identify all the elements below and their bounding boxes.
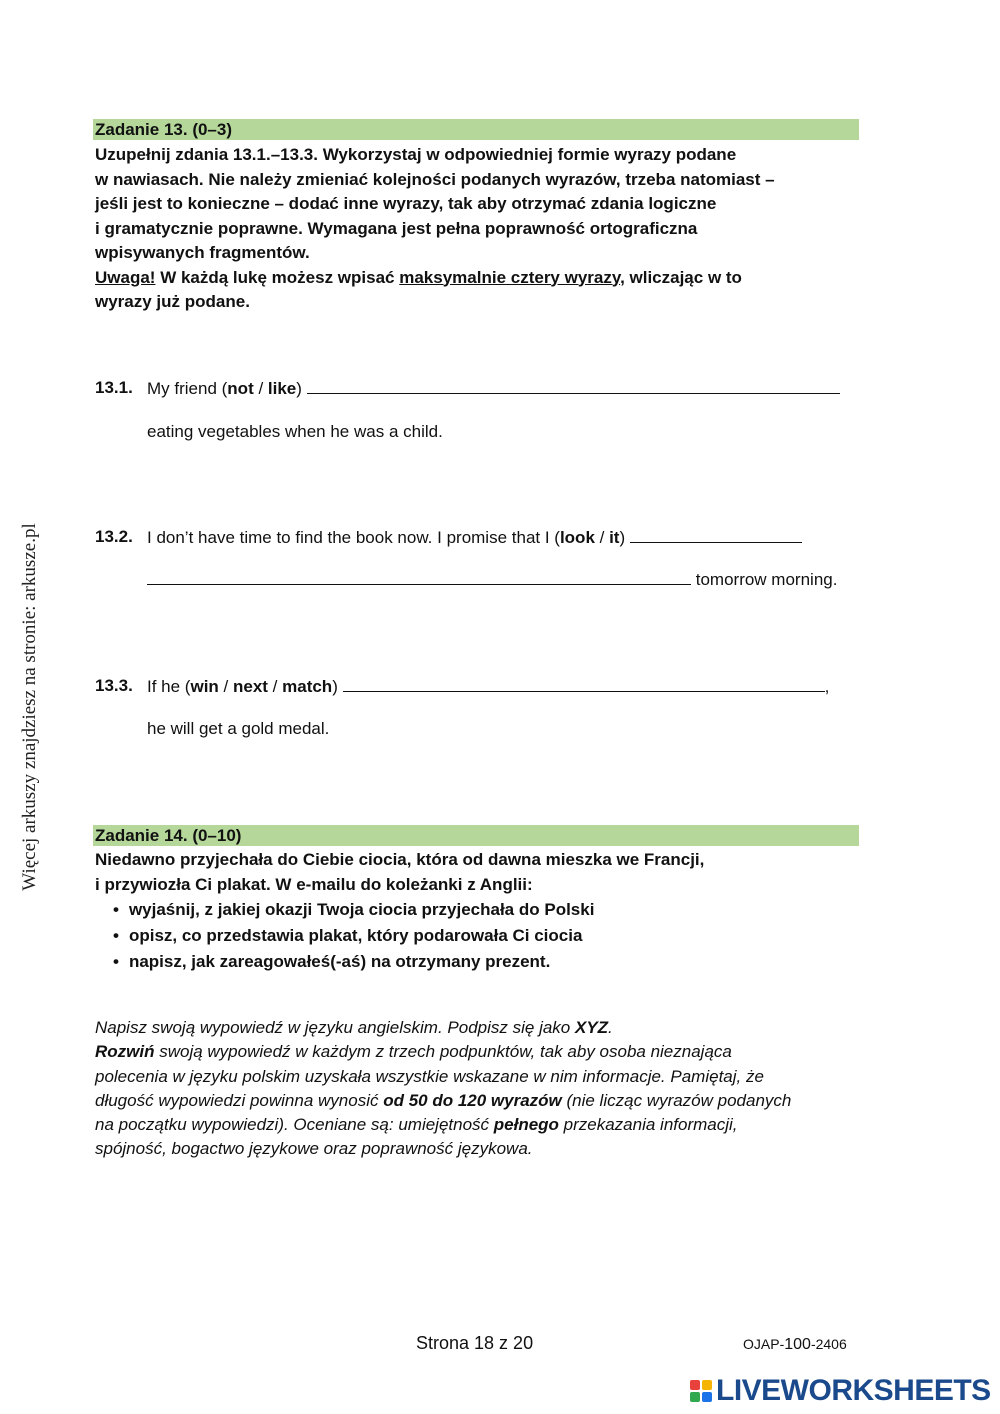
given-word: like bbox=[267, 379, 297, 398]
answer-blank-13-3[interactable] bbox=[343, 675, 825, 692]
italic-text: Napisz swoją wypowiedź w języku angielskim. Podpisz się jako bbox=[95, 1018, 575, 1037]
item-13-2-line1 bbox=[147, 526, 802, 549]
note-text: W każdą lukę możesz wpisać bbox=[155, 267, 400, 287]
code-part: -2406 bbox=[810, 1336, 847, 1352]
word-separator: / bbox=[218, 677, 233, 696]
brand-wordmark: LIVEWORKSHEETS bbox=[716, 1374, 991, 1407]
italic-text: długość wypowiedzi powinna wynosić bbox=[95, 1090, 384, 1110]
task14-bullet-list bbox=[113, 897, 594, 975]
word-separator: / bbox=[267, 677, 283, 696]
given-word: not bbox=[227, 379, 254, 398]
sentence-text: ) bbox=[332, 677, 338, 696]
italic-text: spójność, bogactwo językowe oraz poprawność językowa. bbox=[95, 1139, 533, 1159]
code-part: OJAP- bbox=[743, 1336, 785, 1352]
intro-line: Niedawno przyjechała do Ciebie ciocia, która od dawna mieszka we Francji, bbox=[95, 850, 705, 869]
bullet-item: • wyjaśnij, z jakiej okazji Twoja ciocia przyjechała do Polski bbox=[113, 897, 594, 923]
item-number: 13.2. bbox=[95, 527, 133, 546]
italic-bold: pełnego bbox=[493, 1115, 559, 1135]
sentence-text: , bbox=[824, 677, 830, 696]
instr-line: wpisywanych fragmentów. bbox=[95, 243, 310, 262]
task14-intro bbox=[95, 848, 855, 897]
side-watermark-text: Więcej arkuszy znajdziesz na stronie: arkusze.pl bbox=[19, 523, 40, 891]
sentence-text: tomorrow morning. bbox=[695, 570, 838, 589]
instr-line: Uzupełnij zdania 13.1.–13.3. Wykorzystaj w odpowiedniej formie wyrazy podane bbox=[95, 145, 737, 164]
sentence-text: My friend ( bbox=[147, 379, 228, 398]
sentence-text: I don’t have time to find the book now. I promise that I ( bbox=[147, 528, 560, 547]
liveworksheets-logo-icon bbox=[690, 1380, 712, 1402]
given-word: look bbox=[559, 528, 595, 547]
item-13-2-line2 bbox=[147, 568, 837, 591]
instr-line: i gramatycznie poprawne. Wymagana jest pełna poprawność ortograficzna bbox=[95, 218, 698, 238]
item-number: 13.1. bbox=[95, 378, 133, 397]
word-separator: / bbox=[253, 379, 268, 398]
note-line bbox=[95, 266, 855, 291]
instr-line: w nawiasach. Nie należy zmieniać kolejności podanych wyrazów, trzeba natomiast – bbox=[95, 169, 775, 189]
italic-bold: Rozwiń bbox=[95, 1042, 155, 1062]
item-13-3-line1 bbox=[147, 675, 829, 698]
italic-text: na początku wypowiedzi). Oceniane są: umiejętność bbox=[95, 1115, 494, 1135]
given-word: win bbox=[190, 677, 219, 696]
given-word: match bbox=[282, 677, 333, 696]
italic-text: przekazania informacji, bbox=[558, 1115, 738, 1135]
sentence-text: If he ( bbox=[147, 677, 191, 696]
item-number: 13.3. bbox=[95, 676, 133, 695]
exam-code bbox=[743, 1336, 847, 1354]
task14-header: Zadanie 14. (0–10) bbox=[93, 825, 859, 846]
task13-instructions bbox=[95, 143, 855, 315]
item-13-1-line1 bbox=[147, 377, 840, 400]
given-word: next bbox=[232, 677, 268, 696]
word-separator: / bbox=[594, 528, 610, 547]
italic-text: (nie licząc wyrazów podanych bbox=[561, 1090, 792, 1110]
task13-header: Zadanie 13. (0–3) bbox=[93, 119, 859, 140]
italic-text: polecenia w języku polskim uzyskała wszystkie wskazane w nim informacje. Pamiętaj, że bbox=[95, 1066, 764, 1086]
item-13-1-line2: eating vegetables when he was a child. bbox=[147, 422, 443, 441]
code-part: 100 bbox=[784, 1336, 811, 1353]
answer-blank-13-1[interactable] bbox=[307, 377, 840, 394]
note-text: , wliczając w to bbox=[620, 267, 742, 287]
answer-blank-13-2b[interactable] bbox=[147, 568, 691, 585]
italic-bold: od 50 do 120 wyrazów bbox=[383, 1090, 562, 1110]
instr-line: jeśli jest to konieczne – dodać inne wyrazy, tak aby otrzymać zdania logiczne bbox=[95, 194, 717, 213]
note-line-2: wyrazy już podane. bbox=[95, 292, 250, 311]
note-label: Uwaga! bbox=[95, 267, 156, 287]
intro-line: i przywiozła Ci plakat. W e-mailu do koleżanki z Anglii: bbox=[95, 874, 533, 894]
logo-square bbox=[690, 1392, 700, 1402]
bullet-item: • napisz, jak zareagowałeś(-aś) na otrzymany prezent. bbox=[113, 949, 594, 975]
given-word: it bbox=[609, 528, 620, 547]
italic-text: swoją wypowiedź w każdym z trzech podpunktów, tak aby osoba nieznająca bbox=[154, 1042, 732, 1062]
liveworksheets-brand[interactable] bbox=[690, 1374, 991, 1408]
page-number: Strona 18 z 20 bbox=[416, 1333, 534, 1353]
item-13-3-line2: he will get a gold medal. bbox=[147, 719, 330, 738]
logo-square bbox=[690, 1380, 700, 1390]
sentence-text: ) bbox=[619, 528, 626, 547]
italic-text: . bbox=[608, 1018, 613, 1037]
sentence-text: ) bbox=[296, 379, 302, 398]
task14-writing-instructions bbox=[95, 1016, 865, 1162]
note-underlined: maksymalnie cztery wyrazy bbox=[399, 267, 621, 287]
logo-square bbox=[702, 1380, 712, 1390]
bullet-item: • opisz, co przedstawia plakat, który podarowała Ci ciocia bbox=[113, 923, 594, 949]
logo-square bbox=[702, 1392, 712, 1402]
italic-bold: XYZ bbox=[574, 1018, 609, 1037]
answer-blank-13-2a[interactable] bbox=[630, 526, 802, 543]
